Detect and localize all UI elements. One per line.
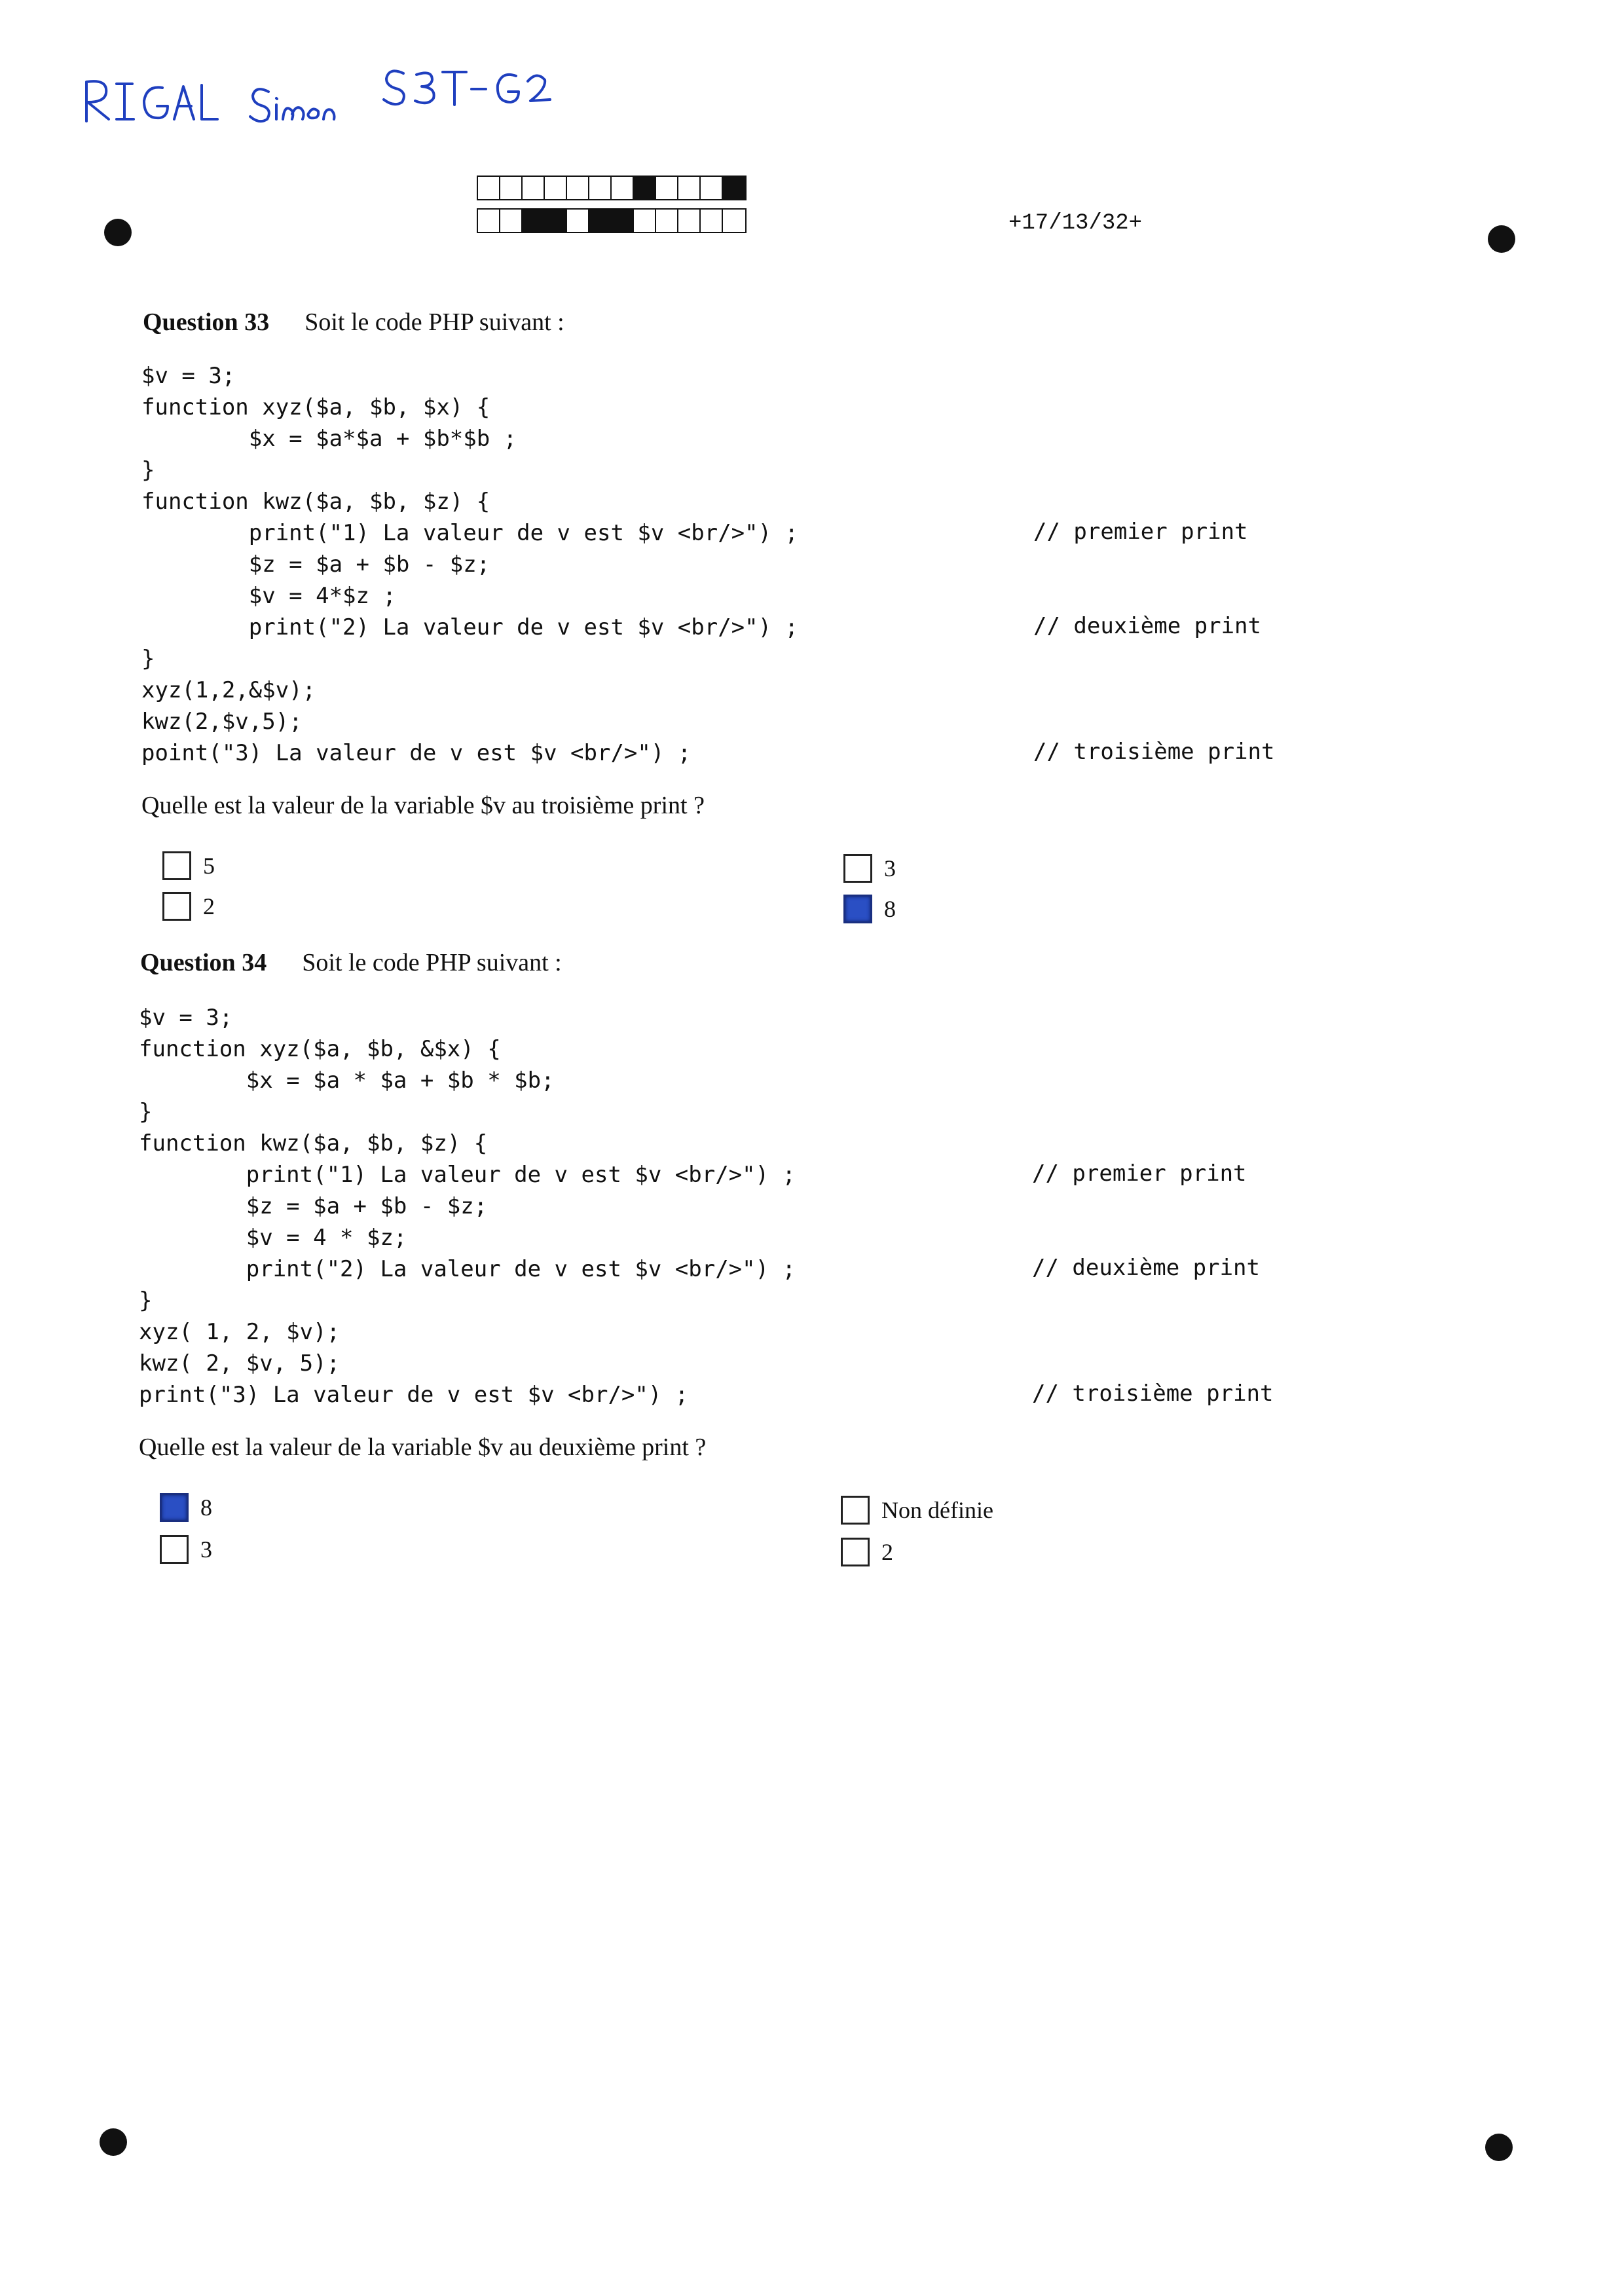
code-line: kwz(2,$v,5); (141, 709, 303, 735)
code-line: xyz(1,2,&$v); (141, 677, 316, 703)
comment-troisieme-print: // troisième print (1033, 739, 1275, 765)
code-line: print("1) La valeur de v est $v <br/>") ; (139, 1162, 796, 1188)
id-grid-row-1 (477, 176, 747, 200)
code-line: } (141, 646, 155, 672)
id-cell-empty (567, 210, 589, 232)
code-line: point("3) La valeur de v est $v <br/>") ; (141, 740, 692, 766)
code-line: $v = 3; (139, 1005, 233, 1031)
code-line: $v = 4*$z ; (141, 583, 396, 609)
id-cell-empty (589, 177, 612, 199)
code-line: print("3) La valeur de v est $v <br/>") ; (139, 1382, 689, 1408)
code-line: kwz( 2, $v, 5); (139, 1350, 341, 1377)
code-line: } (139, 1099, 153, 1125)
option-label: 2 (881, 1539, 893, 1565)
option-label: 8 (884, 896, 896, 922)
question-33-header (143, 308, 564, 337)
question-intro: Soit le code PHP suivant : (304, 308, 564, 336)
student-id-code (477, 176, 747, 233)
code-line: $z = $a + $b - $z; (141, 551, 490, 578)
id-cell-empty (634, 210, 656, 232)
comment-deuxieme-print: // deuxième print (1033, 613, 1261, 639)
option-q33-c[interactable] (162, 892, 215, 921)
id-cell-empty (500, 210, 523, 232)
id-cell-filled (723, 177, 745, 199)
id-cell-filled (589, 210, 612, 232)
checkbox[interactable] (162, 892, 191, 921)
checkbox[interactable] (162, 851, 191, 880)
handwritten-student-name (79, 59, 576, 138)
id-cell-empty (500, 177, 523, 199)
code-line: } (139, 1287, 153, 1314)
checkbox[interactable] (841, 1496, 870, 1525)
option-q33-d[interactable] (843, 895, 896, 923)
question-34-header (140, 948, 562, 977)
checkbox[interactable] (160, 1535, 189, 1564)
option-label: 8 (200, 1494, 212, 1521)
question-title: Question 34 (140, 949, 267, 976)
option-label: 3 (200, 1536, 212, 1563)
question-34-prompt: Quelle est la valeur de la variable $v au deuxième print ? (139, 1434, 707, 1461)
option-label: 3 (884, 855, 896, 881)
option-label: 2 (203, 893, 215, 919)
id-cell-empty (523, 177, 545, 199)
question-title: Question 33 (143, 308, 270, 336)
code-line: $v = 4 * $z; (139, 1225, 407, 1251)
id-cell-filled (545, 210, 567, 232)
id-cell-empty (478, 177, 500, 199)
id-cell-empty (656, 210, 678, 232)
code-line: } (141, 457, 155, 483)
registration-mark-top-left (104, 219, 132, 246)
id-cell-empty (678, 210, 701, 232)
option-label: 5 (203, 853, 215, 879)
id-cell-empty (723, 210, 745, 232)
code-line: function xyz($a, $b, $x) { (141, 394, 490, 420)
checkbox[interactable] (843, 854, 872, 883)
code-line: function xyz($a, $b, &$x) { (139, 1036, 501, 1062)
comment-deuxieme-print: // deuxième print (1032, 1255, 1260, 1281)
id-cell-empty (701, 210, 723, 232)
question-intro: Soit le code PHP suivant : (302, 949, 562, 976)
registration-mark-top-right (1488, 225, 1515, 253)
option-q34-c[interactable] (160, 1535, 212, 1564)
question-34-code (139, 1002, 796, 1411)
code-line: $v = 3; (141, 363, 236, 389)
option-q34-b[interactable] (841, 1496, 993, 1525)
code-line: print("1) La valeur de v est $v <br/>") ; (141, 520, 799, 546)
code-line: $z = $a + $b - $z; (139, 1193, 488, 1219)
code-line: function kwz($a, $b, $z) { (141, 489, 490, 515)
comment-premier-print: // premier print (1032, 1160, 1247, 1187)
option-q33-a[interactable] (162, 851, 215, 880)
id-cell-empty (612, 177, 634, 199)
comment-troisieme-print: // troisième print (1032, 1380, 1274, 1407)
id-cell-empty (656, 177, 678, 199)
code-line: function kwz($a, $b, $z) { (139, 1130, 488, 1157)
id-cell-filled (634, 177, 656, 199)
option-q34-a[interactable] (160, 1493, 212, 1522)
option-label: Non définie (881, 1497, 993, 1523)
question-33-code (141, 360, 798, 769)
code-line: $x = $a * $a + $b * $b; (139, 1067, 555, 1094)
id-cell-empty (678, 177, 701, 199)
code-line: print("2) La valeur de v est $v <br/>") ; (141, 614, 799, 640)
id-grid-row-2 (477, 208, 747, 233)
code-line: print("2) La valeur de v est $v <br/>") ; (139, 1256, 796, 1282)
checkbox[interactable] (841, 1538, 870, 1566)
option-q34-d[interactable] (841, 1538, 893, 1566)
code-line: $x = $a*$a + $b*$b ; (141, 426, 517, 452)
option-q33-b[interactable] (843, 854, 896, 883)
question-33-prompt: Quelle est la valeur de la variable $v au troisième print ? (141, 792, 705, 819)
registration-mark-bottom-left (100, 2128, 127, 2156)
page-code: +17/13/32+ (1008, 211, 1143, 236)
checkbox-checked[interactable] (160, 1493, 189, 1522)
id-cell-empty (701, 177, 723, 199)
checkbox-checked[interactable] (843, 895, 872, 923)
code-line: xyz( 1, 2, $v); (139, 1319, 341, 1345)
id-cell-filled (523, 210, 545, 232)
id-cell-empty (567, 177, 589, 199)
id-cell-empty (545, 177, 567, 199)
comment-premier-print: // premier print (1033, 519, 1248, 545)
id-cell-filled (612, 210, 634, 232)
id-cell-empty (478, 210, 500, 232)
registration-mark-bottom-right (1485, 2134, 1513, 2161)
